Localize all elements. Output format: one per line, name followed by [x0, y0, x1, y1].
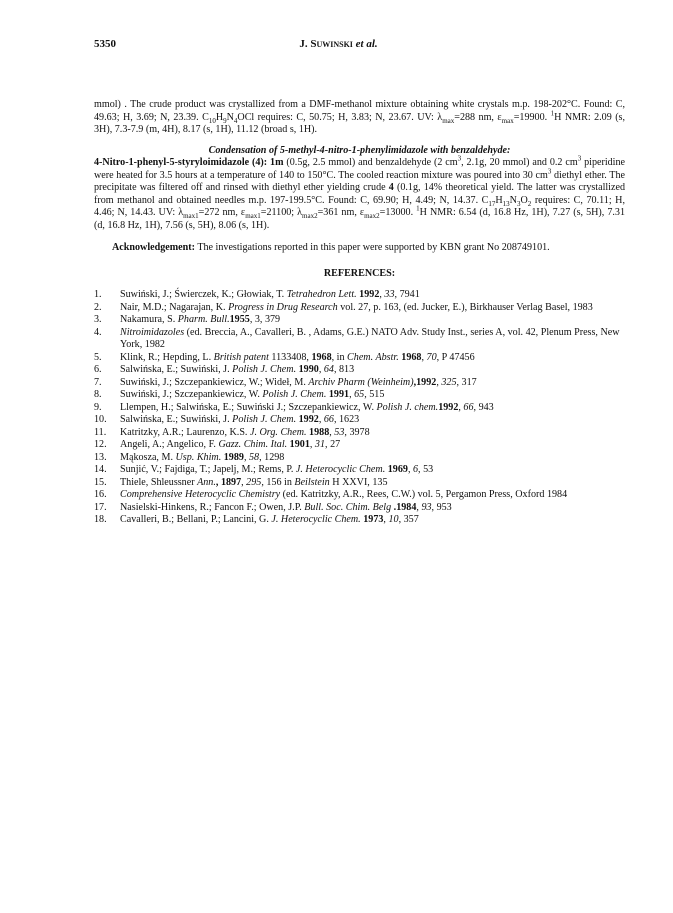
reference-item: 13. Mąkosza, M. Usp. Khim. 1989, 58, 1298 — [94, 451, 285, 463]
experimental-paragraph-1: mmol) . The crude product was crystallized from a DMF-methanol mixture obtaining white crystals m.p. 198-202°C. Found: C, 49.63; H, 3.69; N, 23.39. $C_{10}H_9N_4OCl$ requires: C, 50.75; H, 3.83; N, 23.67. UV: $\lambda_{max}=288$ nm, $\varepsilon_{max}=19900$. $^1$H NMR: 2.09 (s, 3H), 7.3-7.9 (m, 4H), 8.17 (s, 1H), 11.12 (broad s, 1H). — [94, 99, 626, 135]
compound-title: 4-Nitro-1-phenyl-5-styryloimidazole (4): — [94, 157, 268, 168]
acknowledgement: Acknowledgement: The investigations reported in this paper were supported by KBN grant No 208749101. — [112, 242, 550, 253]
section-subheading: Condensation of 5-methyl-4-nitro-1-phenylimidazole with benzaldehyde: — [208, 144, 511, 156]
reference-item: 7. Suwiński, J.; Szczepankiewicz, W.; Wideł, M. Archiv Pharm (Weinheim),1992, 325, 317 — [94, 376, 477, 388]
reference-item: 16. Comprehensive Heterocyclic Chemistry (ed. Katritzky, A.R., Rees, C.W.) vol. 5, Pergamon Press, Oxford 1984 — [94, 489, 568, 500]
reference-item: 8. Suwiński, J.; Szczepankiewicz, W. Polish J. Chem. 1991, 65, 515 — [94, 389, 385, 400]
reference-item: 2. Nair, M.D.; Nagarajan, K. Progress in Drug Research vol. 27, p. 163, (ed. Jucker, E.), Birkhauser Verlag Basel, 1983 — [94, 301, 593, 313]
reference-item: 10. Salwińska, E.; Suwiński, J. Polish J. Chem. 1992, 66, 1623 — [94, 414, 360, 425]
reference-list — [94, 289, 625, 527]
reference-item: 1. Suwiński, J.; Świerczek, K.; Głowiak, T. Tetrahedron Lett. 1992, 33, 7941 — [94, 289, 420, 300]
page-header — [94, 38, 643, 52]
reference-item: 4. Nitroimidazoles (ed. Breccia, A., Cavalleri, B. , Adams, G.E.) NATO Adv. Study Inst., series A, vol. 42, Plenum Press, New York, 1982 — [94, 326, 620, 350]
page-number: 5350 — [94, 38, 116, 50]
reference-item: 14. Sunjić, V.; Fajdiga, T.; Japelj, M.; Rems, P. J. Heterocyclic Chem. 1969, 6, 53 — [94, 464, 434, 475]
article-body — [94, 99, 625, 527]
references-heading: REFERENCES: — [323, 267, 396, 279]
reference-item: 17. Nasielski-Hinkens, R.; Fancon F.; Owen, J.P. Bull. Soc. Chim. Belg .1984, 93, 953 — [94, 501, 452, 513]
reference-item: 3. Nakamura, S. Pharm. Bull.1955, 3, 379 — [94, 314, 281, 325]
reference-item: 12. Angeli, A.; Angelico, F. Gazz. Chim. Ital. 1901, 31, 27 — [94, 439, 341, 450]
reference-item: 15. Thiele, Shleussner Ann., 1897, 295, 156 in Beilstein H XXVI, 135 — [94, 476, 388, 488]
experimental-paragraph-2: 4-Nitro-1-phenyl-5-styryloimidazole (4): 1m (0.5g, 2.5 mmol) and benzaldehyde (2 $cm^3$, 2.1g, 20 mmol) and 0.2 $cm^3$ piperidine were heated for 3.5 hours at a temperature of 140 to 150°C. The cooled reaction mixture was poured into 30 $cm^3$ diethyl ether. The precipitate was filtered off and rinsed with diethyl ether yielding crude 4 (0.1g, 14% theoretical yield. The latter was crystallized from methanol and obtained needles m.p. 197-199.5°C. Found: C, 69.90; H, 4.49; N, 14.37. $C_{17}H_{13}N_3O_2$ requires: C, 70.11; H, 4.46; N, 14.43. UV: $\lambda_{max1}=272$ nm, $\varepsilon_{max1}=21100$; $\lambda_{max2}=361$ nm, $\varepsilon_{max2}=13000$. $^1$H NMR: 6.54 (d, 16.8 Hz, 1H), 7.27 (s, 5H), 7.31 (d, 16.8 Hz, 1H), 7.56 (s, 5H), 8.06 (s, 1H). — [94, 154, 626, 231]
running-title: J. Suwinski et al. — [299, 38, 378, 50]
reference-item: 5. Klink, R.; Hepding, L. British patent 1133408, 1968, in Chem. Abstr. 1968, 70, P 47456 — [94, 351, 475, 363]
reference-item: 6. Salwińska, E.; Suwiński, J. Polish J. Chem. 1990, 64, 813 — [94, 364, 355, 375]
reference-item: 11. Katritzky, A.R.; Laurenzo, K.S. J. Org. Chem. 1988, 53, 3978 — [94, 426, 370, 438]
reference-item: 18. Cavalleri, B.; Bellani, P.; Lancini, G. J. Heterocyclic Chem. 1973, 10, 357 — [94, 514, 419, 525]
reference-item: 9. Llempen, H.; Salwińska, E.; Suwiński J.; Szczepankiewicz, W. Polish J. chem.1992, 66, 943 — [94, 401, 494, 413]
